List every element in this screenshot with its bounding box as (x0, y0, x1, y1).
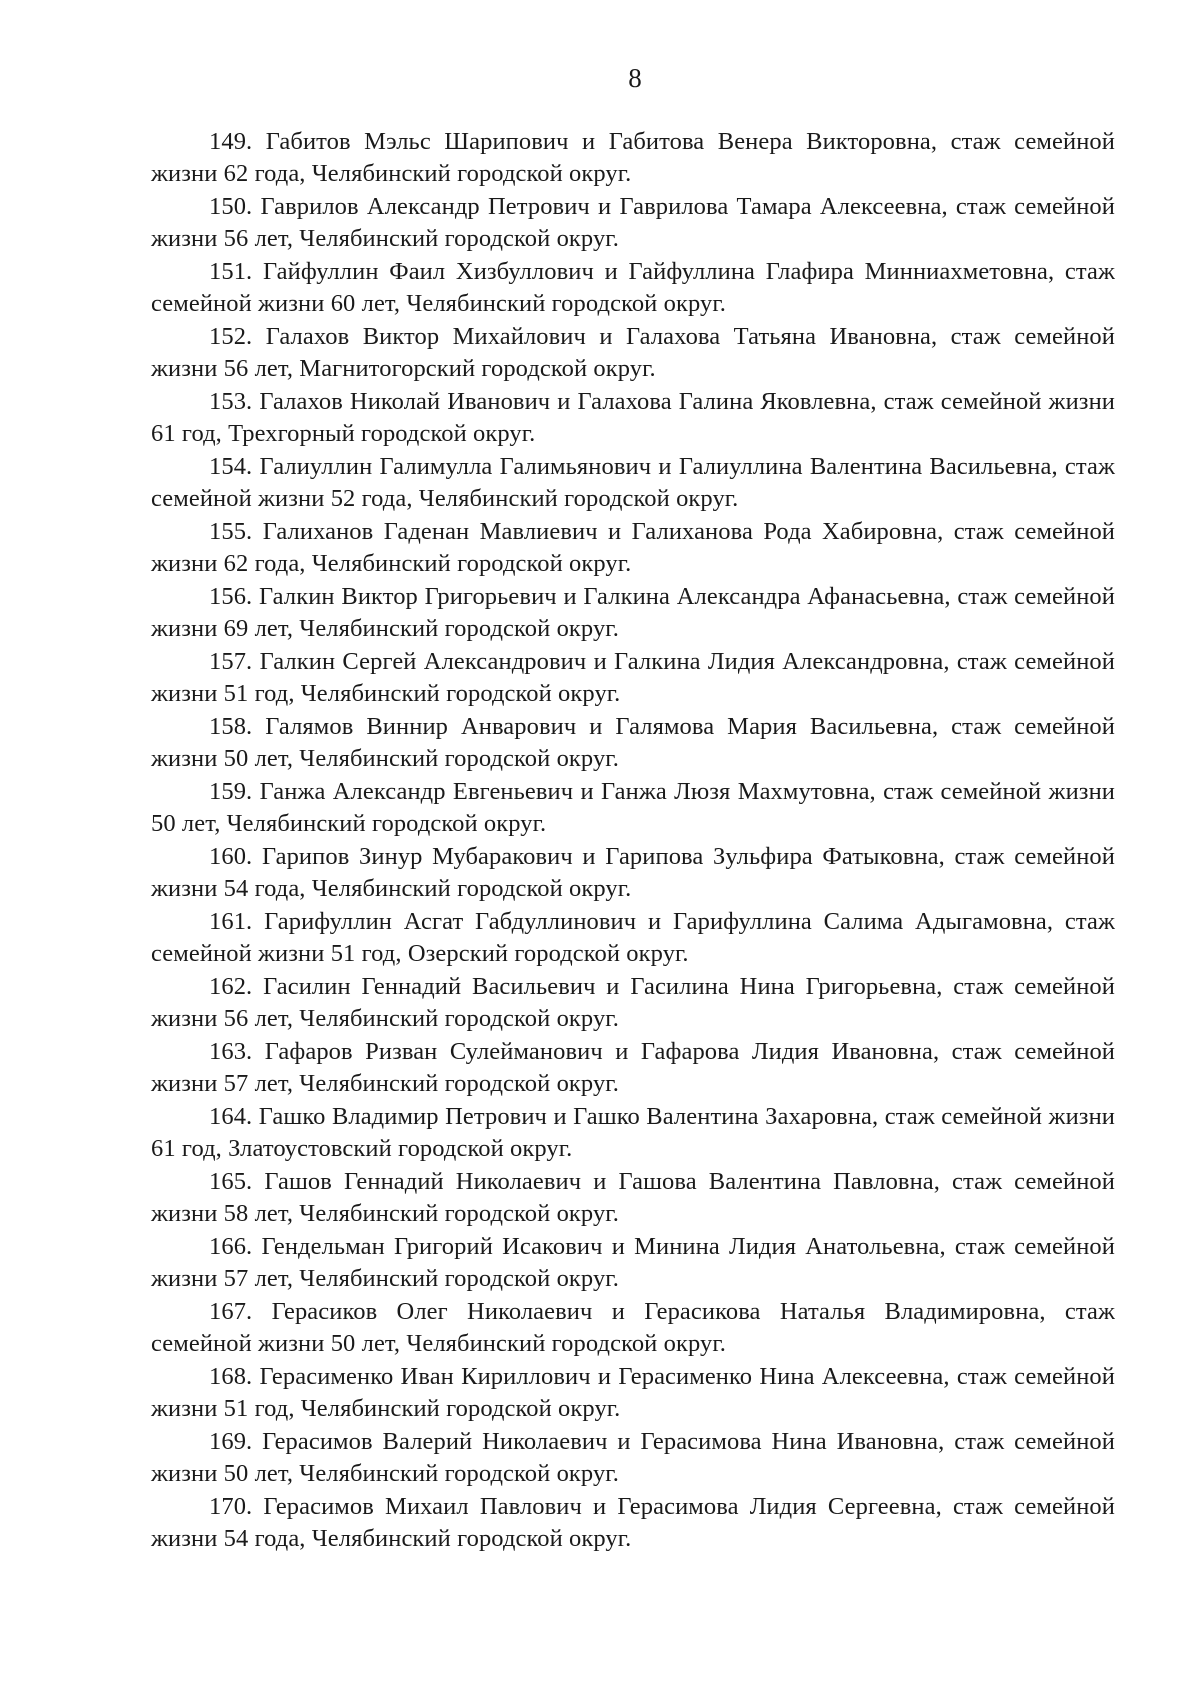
item-number: 159. (209, 778, 253, 805)
item-text: Ганжа Александр Евгеньевич и Ганжа Люзя Махмутовна, стаж семейной жизни 50 лет, Челябинский городской округ. (151, 778, 1116, 837)
item-text: Галкин Сергей Александрович и Галкина Лидия Александровна, стаж семейной жизни 51 год, Челябинский городской округ. (151, 648, 1115, 707)
item-number: 163. (209, 1038, 253, 1065)
list-item (151, 906, 1115, 970)
list-item (151, 1231, 1115, 1295)
list-item (151, 1361, 1115, 1425)
item-text: Герасименко Иван Кириллович и Герасименко Нина Алексеевна, стаж семейной жизни 51 год, Челябинский городской округ. (151, 1363, 1115, 1422)
list-item (151, 126, 1115, 190)
item-text: Габитов Мэльс Шарипович и Габитова Венера Викторовна, стаж семейной жизни 62 года, Челябинский городской округ. (151, 128, 1115, 187)
item-text: Гашов Геннадий Николаевич и Гашова Валентина Павловна, стаж семейной жизни 58 лет, Челябинский городской округ. (151, 1168, 1115, 1227)
item-text: Герасимов Валерий Николаевич и Герасимова Нина Ивановна, стаж семейной жизни 50 лет, Челябинский городской округ. (151, 1428, 1115, 1487)
item-number: 149. (209, 128, 253, 155)
list-item (151, 1036, 1115, 1100)
page-number: 8 (628, 63, 642, 93)
item-text: Гаврилов Александр Петрович и Гаврилова Тамара Алексеевна, стаж семейной жизни 56 лет, Челябинский городской округ. (151, 193, 1115, 252)
item-text: Галахов Виктор Михайлович и Галахова Татьяна Ивановна, стаж семейной жизни 56 лет, Магнитогорский городской округ. (151, 323, 1115, 382)
list-item (151, 516, 1115, 580)
item-text: Герасимов Михаил Павлович и Герасимова Лидия Сергеевна, стаж семейной жизни 54 года, Челябинский городской округ. (151, 1493, 1115, 1552)
award-list (151, 126, 1115, 1556)
item-number: 168. (209, 1363, 253, 1390)
item-number: 169. (209, 1428, 253, 1455)
item-number: 154. (209, 453, 253, 480)
item-number: 158. (209, 713, 253, 740)
item-text: Галахов Николай Иванович и Галахова Галина Яковлевна, стаж семейной жизни 61 год, Трехгорный городской округ. (151, 388, 1115, 447)
list-item (151, 1426, 1115, 1490)
list-item (151, 711, 1115, 775)
list-item (151, 581, 1115, 645)
item-text: Галиханов Гаденан Мавлиевич и Галиханова Рода Хабировна, стаж семейной жизни 62 года, Челябинский городской округ. (151, 518, 1116, 577)
item-number: 164. (209, 1103, 253, 1130)
list-item (151, 1166, 1115, 1230)
list-item (151, 841, 1115, 905)
list-item (151, 321, 1115, 385)
item-number: 167. (209, 1298, 253, 1325)
list-item (151, 1296, 1115, 1360)
item-number: 162. (209, 973, 253, 1000)
item-text: Гарифуллин Асгат Габдуллинович и Гарифуллина Салима Адыгамовна, стаж семейной жизни 51 год, Озерский городской округ. (151, 908, 1116, 967)
item-number: 152. (209, 323, 253, 350)
list-item (151, 971, 1115, 1035)
list-item (151, 256, 1115, 320)
item-number: 157. (209, 648, 253, 675)
item-text: Гарипов Зинур Мубаракович и Гарипова Зульфира Фатыковна, стаж семейной жизни 54 года, Челябинский городской округ. (151, 843, 1115, 902)
item-number: 153. (209, 388, 253, 415)
item-text: Галкин Виктор Григорьевич и Галкина Александра Афанасьевна, стаж семейной жизни 69 лет, Челябинский городской округ. (151, 583, 1115, 642)
item-text: Гашко Владимир Петрович и Гашко Валентина Захаровна, стаж семейной жизни 61 год, Златоустовский городской округ. (151, 1103, 1115, 1162)
list-item (151, 1101, 1115, 1165)
item-number: 165. (209, 1168, 253, 1195)
item-number: 160. (209, 843, 253, 870)
item-number: 155. (209, 518, 253, 545)
list-item (151, 451, 1115, 515)
list-item (151, 191, 1115, 255)
item-text: Гайфуллин Фаил Хизбуллович и Гайфуллина Глафира Минниахметовна, стаж семейной жизни 60 лет, Челябинский городской округ. (151, 258, 1115, 317)
item-text: Гендельман Григорий Исакович и Минина Лидия Анатольевна, стаж семейной жизни 57 лет, Челябинский городской округ. (151, 1233, 1115, 1292)
list-item (151, 646, 1115, 710)
list-item (151, 1491, 1115, 1555)
item-number: 170. (209, 1493, 253, 1520)
item-text: Галиуллин Галимулла Галимьянович и Галиуллина Валентина Васильевна, стаж семейной жизни 52 года, Челябинский городской округ. (151, 453, 1115, 512)
item-number: 161. (209, 908, 253, 935)
item-number: 151. (209, 258, 253, 285)
item-number: 156. (209, 583, 253, 610)
item-number: 166. (209, 1233, 253, 1260)
list-item (151, 386, 1115, 450)
item-number: 150. (209, 193, 253, 220)
item-text: Гасилин Геннадий Васильевич и Гасилина Нина Григорьевна, стаж семейной жизни 56 лет, Челябинский городской округ. (151, 973, 1115, 1032)
item-text: Герасиков Олег Николаевич и Герасикова Наталья Владимировна, стаж семейной жизни 50 лет, Челябинский городской округ. (151, 1298, 1115, 1357)
item-text: Гафаров Ризван Сулейманович и Гафарова Лидия Ивановна, стаж семейной жизни 57 лет, Челябинский городской округ. (151, 1038, 1116, 1097)
list-item (151, 776, 1115, 840)
item-text: Галямов Виннир Анварович и Галямова Мария Васильевна, стаж семейной жизни 50 лет, Челябинский городской округ. (151, 713, 1115, 772)
